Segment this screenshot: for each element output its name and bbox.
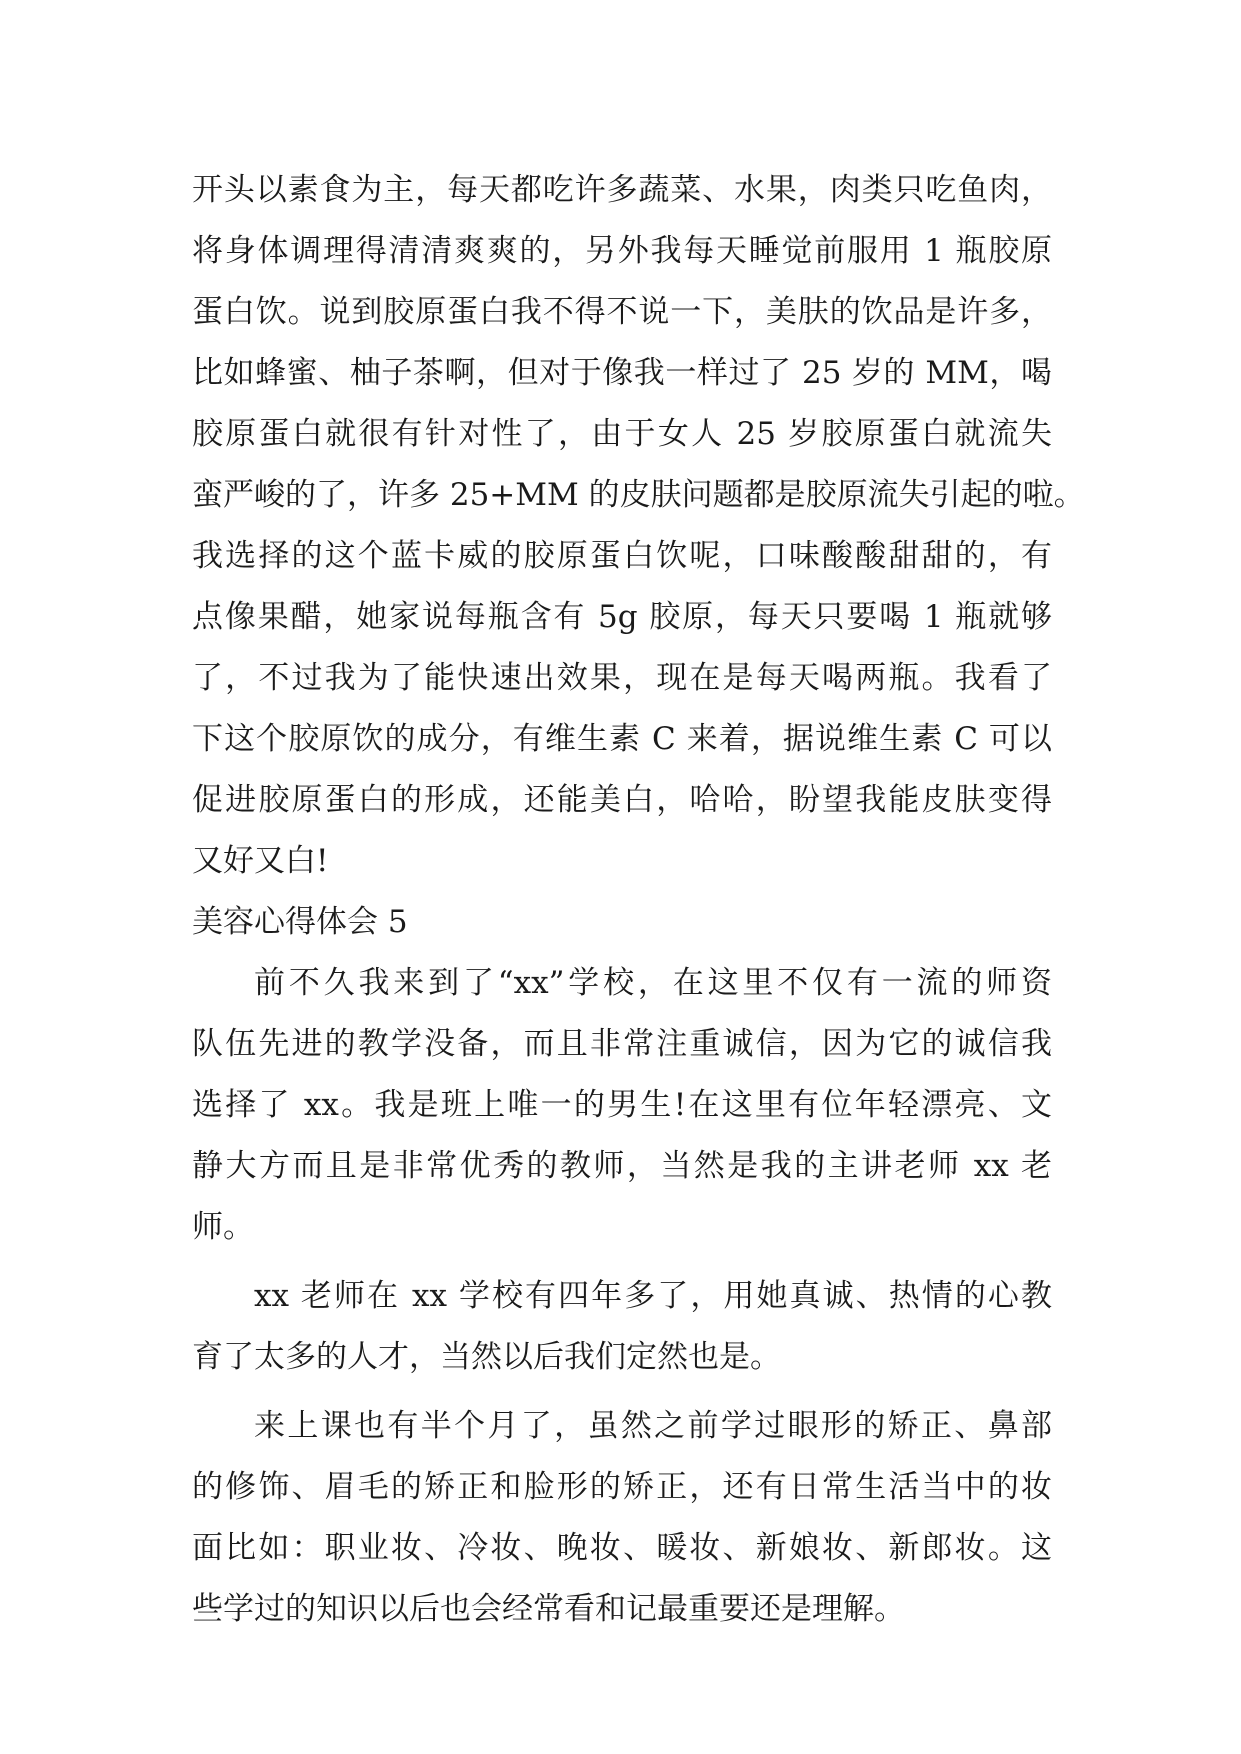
text-line: 点像果醋，她家说每瓶含有 5g 胶原，每天只要喝 1 瓶就够 [192, 599, 1052, 635]
paragraph-section4 [192, 160, 1085, 892]
text-line: 来上课也有半个月了，虽然之前学过眼形的矫正、鼻部 [254, 1408, 1052, 1444]
paragraph-1 [192, 953, 1052, 1258]
text-line: 比如蜂蜜、柚子茶啊，但对于像我一样过了 25 岁的 MM，喝 [192, 355, 1052, 391]
text-line: 又好又白! [192, 843, 329, 879]
section-heading: 美容心得体会 5 [192, 904, 408, 940]
text-line: 育了太多的人才，当然以后我们定然也是。 [192, 1339, 781, 1375]
text-line: 前不久我来到了“xx”学校，在这里不仅有一流的师资 [254, 965, 1052, 1001]
paragraph-3 [192, 1396, 1052, 1640]
text-line: 下这个胶原饮的成分，有维生素 C 来着，据说维生素 C 可以 [192, 721, 1052, 757]
text-line: 开头以素食为主，每天都吃许多蔬菜、水果，肉类只吃鱼肉， [192, 172, 1052, 208]
paragraph-gap [192, 1388, 1052, 1396]
text-line: 的修饰、眉毛的矫正和脸形的矫正，还有日常生活当中的妆 [192, 1469, 1052, 1505]
text-line: xx 老师在 xx 学校有四年多了，用她真诚、热情的心教 [254, 1278, 1052, 1314]
document-page [192, 160, 1085, 1640]
paragraph-2 [192, 1266, 1052, 1388]
text-line: 队伍先进的教学没备，而且非常注重诚信，因为它的诚信我 [192, 1026, 1052, 1062]
text-line: 面比如：职业妆、冷妆、晚妆、暖妆、新娘妆、新郎妆。这 [192, 1530, 1052, 1566]
text-line: 师。 [192, 1209, 254, 1245]
text-line: 胶原蛋白就很有针对性了，由于女人 25 岁胶原蛋白就流失 [192, 416, 1052, 452]
text-line: 静大方而且是非常优秀的教师，当然是我的主讲老师 xx 老 [192, 1148, 1052, 1184]
text-line: 蛮严峻的了，许多 25+MM 的皮肤问题都是胶原流失引起的啦。 [192, 477, 1085, 513]
text-line: 促进胶原蛋白的形成，还能美白，哈哈，盼望我能皮肤变得 [192, 782, 1052, 818]
text-line: 选择了 xx。我是班上唯一的男生!在这里有位年轻漂亮、文 [192, 1087, 1052, 1123]
text-line: 了，不过我为了能快速出效果，现在是每天喝两瓶。我看了 [192, 660, 1052, 696]
text-line: 些学过的知识以后也会经常看和记最重要还是理解。 [192, 1591, 905, 1627]
text-line: 我选择的这个蓝卡威的胶原蛋白饮呢，口味酸酸甜甜的，有 [192, 538, 1052, 574]
text-line: 蛋白饮。说到胶原蛋白我不得不说一下，美肤的饮品是许多， [192, 294, 1052, 330]
paragraph-gap [192, 1258, 1052, 1266]
text-line: 将身体调理得清清爽爽的，另外我每天睡觉前服用 1 瓶胶原 [192, 233, 1052, 269]
